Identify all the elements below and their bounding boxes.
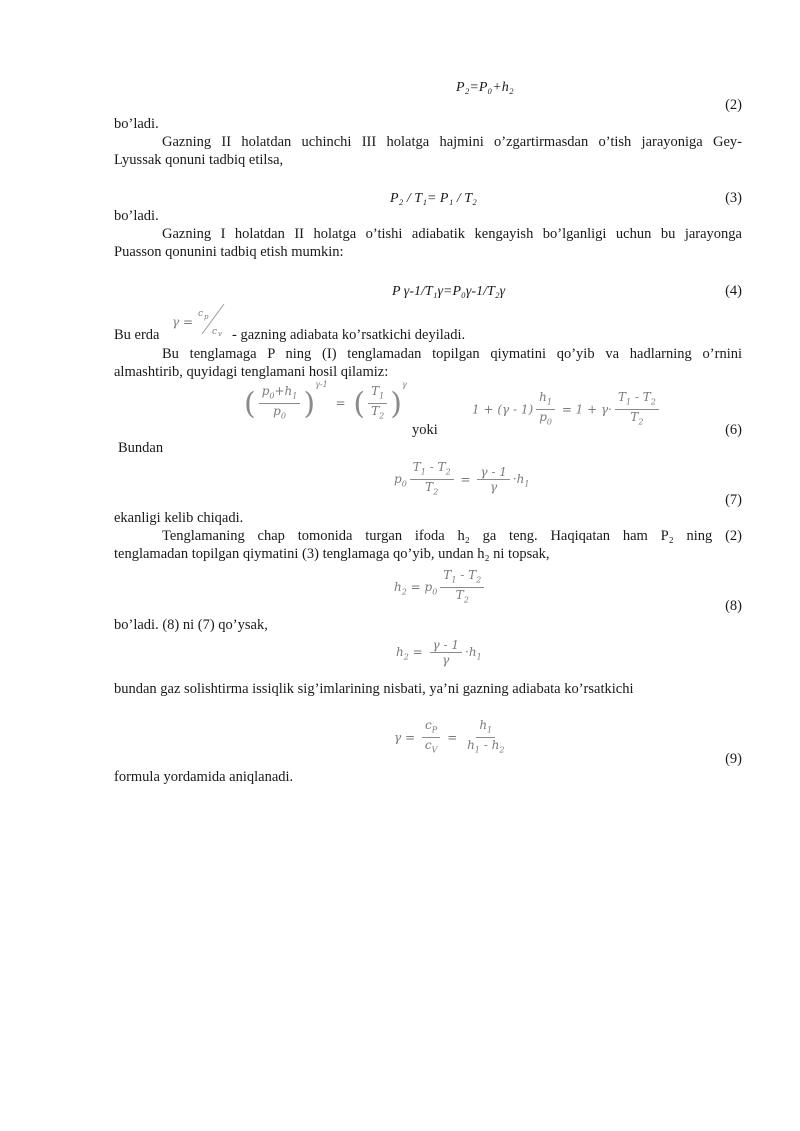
equation-4: P γ-1/T₁γ=P₀γ-1/T₂γ	[392, 284, 506, 299]
text-boladi-2: bo’ladi.	[114, 208, 159, 224]
text-yoki: yoki	[412, 422, 438, 438]
text-formula: formula yordamida aniqlanadi.	[114, 769, 294, 785]
paragraph-puasson-line1: Gazning I holatdan II holatga o’tishi adiabatik kengayish bo’lganligi uchun bu jarayonga	[162, 226, 742, 242]
equation-p2: P₂=P₀+h₂	[456, 80, 514, 95]
paragraph-chap-line2: tenglamadan topilgan qiymatini (3) tenglamaga qo’yib, undan h₂ ni topsak,	[114, 546, 550, 562]
text-gamma-definition: - gazning adiabata ko’rsatkichi deyiladi.	[232, 327, 466, 343]
equation-8-image: $h_2 = p_0$ $\frac{T_1 - T_2}{T_2}$	[394, 568, 487, 608]
paragraph-gey-lyussak-line1: Gazning II holatdan uchinchi III holatga hajmini o’zgartirmasdan o’tish jarayoniga Gey-	[162, 134, 742, 150]
equation-9-image: γ = $\frac{c_P}{c_V}$ = $\frac{h_1}{h_1 - h_2}$	[394, 718, 505, 755]
equation-number-6: (6)	[725, 422, 742, 438]
paragraph-chap-line1: Tenglamaning chap tomonida turgan ifoda h₂ ga teng. Haqiqatan ham P₂ ning (2)	[162, 528, 742, 544]
svg-text:c: c	[198, 309, 204, 319]
equation-number-4: (4)	[725, 283, 742, 299]
equation-7-image: $p_0$ $\frac{T_1 - T_2}{T_2}$ = $\frac{\gamma - 1}{\gamma}$ $\cdot h_1$	[394, 460, 530, 497]
paragraph-puasson-line2: Puasson qonunini tadbiq etish mumkin:	[114, 244, 344, 260]
equation-3: P₂ / T₁= P₁ / T₂	[390, 191, 477, 206]
svg-text:c: c	[212, 327, 218, 337]
svg-text:γ =: γ =	[172, 315, 194, 329]
equation-6-left-image: ( $\frac{p_0+h_1}{p_0}$ )$^{\gamma-1}$ = ( $\frac{T_1}{T_2}$ )$^\gamma$	[244, 380, 407, 422]
svg-text:p: p	[204, 313, 209, 321]
equation-number-3: (3)	[725, 190, 742, 206]
text-ekanligi: ekanligi kelib chiqadi.	[114, 510, 244, 526]
text-bundan-gaz: bundan gaz solishtirma issiqlik sig’imlarining nisbati, ya’ni gazning adiabata ko’rsatkichi	[114, 681, 634, 697]
equation-number-8: (8)	[725, 598, 742, 614]
text-boladi-1: bo’ladi.	[114, 116, 159, 132]
equation-number-9: (9)	[725, 751, 742, 767]
svg-text:v: v	[218, 330, 222, 338]
equation-h2-image: $h_2$ = $\frac{\gamma - 1}{\gamma}$ $\cdot h_1$	[396, 638, 482, 667]
equation-number-7: (7)	[725, 492, 742, 508]
paragraph-tenglama-line2: almashtirib, quyidagi tenglamani hosil qilamiz:	[114, 364, 389, 380]
paragraph-gey-lyussak-line2: Lyussak qonuni tadbiq etilsa,	[114, 152, 284, 168]
text-boladi-3: bo’ladi. (8) ni (7) qo’ysak,	[114, 617, 268, 633]
text-bundan: Bundan	[118, 440, 164, 456]
gamma-definition-image	[170, 302, 232, 341]
text-bu-erda: Bu erda	[114, 327, 160, 343]
equation-6-right-image: 1 + (γ - 1) $\frac{h_1}{p_0}$ = 1 + γ· $\frac{T_1 - T_2}{T_2}$	[472, 390, 662, 430]
paragraph-tenglama-line1: Bu tenglamaga P ning (I) tenglamadan topilgan qiymatini qo’yib va hadlarning o’rnini	[162, 346, 742, 362]
gamma-cp-cv-formula-icon	[170, 302, 232, 338]
equation-number-2: (2)	[725, 97, 742, 113]
